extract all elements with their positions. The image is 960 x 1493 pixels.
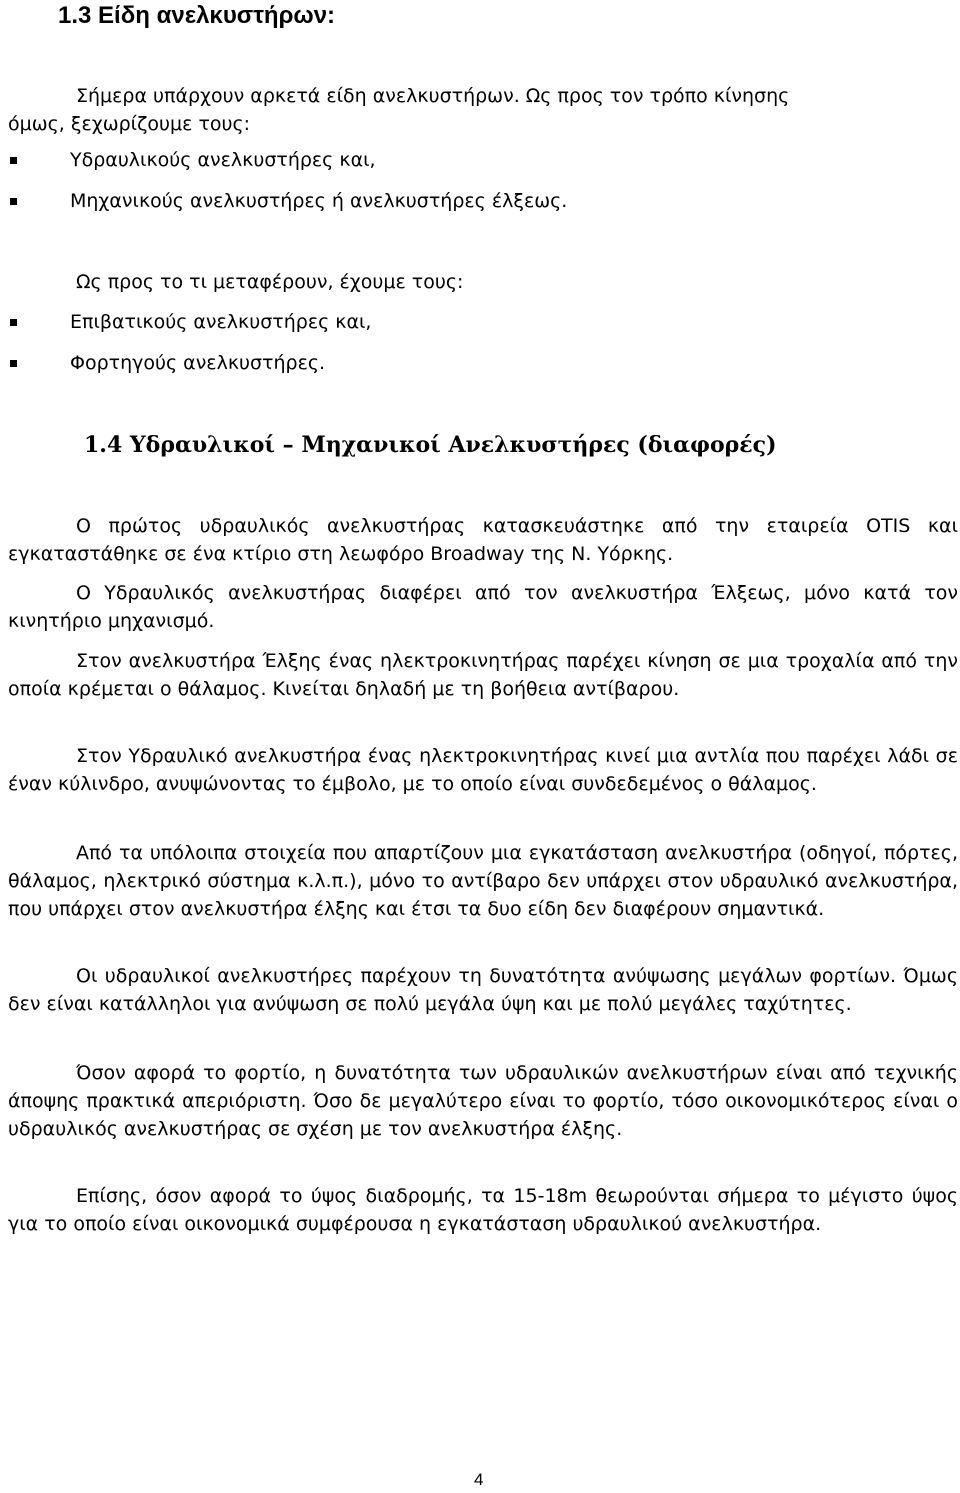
section-heading-1-3: 1.3 Είδη ανελκυστήρων:	[58, 2, 336, 29]
paragraph: Ο πρώτος υδραυλικός ανελκυστήρας κατασκευάστηκε από την εταιρεία OTIS και εγκαταστάθηκε σε ένα κτίριο στη λεωφόρο Broadway της Ν. Υόρκης.	[8, 515, 958, 565]
paragraph: Όσον αφορά το φορτίο, η δυνατότητα των υδραυλικών ανελκυστήρων είναι από τεχνικής άποψης πρακτικά απεριόριστη. Όσο δε μεγαλύτερο είναι το φορτίο, τόσο οικονομικότερος είναι ο υδραυλικός ανελκυστήρας σε σχέση με τον ανελκυστήρα έλξης.	[8, 1062, 958, 1140]
paragraph: Ο Υδραυλικός ανελκυστήρας διαφέρει από τον ανελκυστήρα Έλξεως, μόνο κατά τον κινητήριο μηχανισμό.	[8, 582, 958, 632]
square-bullet-icon	[10, 319, 17, 326]
paragraph: Από τα υπόλοιπα στοιχεία που απαρτίζουν μια εγκατάσταση ανελκυστήρα (οδηγοί, πόρτες, θάλαμος, ηλεκτρικό σύστημα κ.λ.π.), μόνο το αντίβαρο δεν υπάρχει στον υδραυλικό ανελκυστήρα, που υπάρχει στον ανελκυστήρα έλξης και έτσι τα δυο είδη δεν διαφέρουν σημαντικά.	[8, 842, 958, 920]
page-number: 4	[474, 1470, 484, 1489]
intro-line-1: Σήμερα υπάρχουν αρκετά είδη ανελκυστήρων. Ως προς τον τρόπο κίνησης	[76, 85, 790, 107]
paragraph: Στον ανελκυστήρα Έλξης ένας ηλεκτροκινητήρας παρέχει κίνηση σε μια τροχαλία από την οποία κρέμεται ο θάλαμος. Κινείται δηλαδή με τη βοήθεια αντίβαρου.	[8, 650, 958, 700]
square-bullet-icon	[10, 198, 17, 205]
square-bullet-icon	[10, 360, 17, 367]
paragraph: Οι υδραυλικοί ανελκυστήρες παρέχουν τη δυνατότητα ανύψωσης μεγάλων φορτίων. Όμως δεν είναι κατάλληλοι για ανύψωση σε πολύ μεγάλα ύψη και με πολύ μεγάλες ταχύτητες.	[8, 965, 958, 1015]
cargo-intro: Ως προς το τι μεταφέρουν, έχουμε τους:	[76, 271, 464, 293]
intro-line-2: όμως, ξεχωρίζουμε τους:	[8, 113, 251, 135]
paragraph: Επίσης, όσον αφορά το ύψος διαδρομής, τα 15-18m θεωρούνται σήμερα το μέγιστο ύψος για το οποίο είναι οικονομικά συμφέρουσα η εγκατάσταση υδραυλικού ανελκυστήρα.	[8, 1185, 958, 1235]
paragraph: Στον Υδραυλικό ανελκυστήρα ένας ηλεκτροκινητήρας κινεί μια αντλία που παρέχει λάδι σε έναν κύλινδρο, ανυψώνοντας το έμβολο, με το οποίο είναι συνδεδεμένος ο θάλαμος.	[8, 745, 958, 795]
section-heading-1-4: 1.4 Υδραυλικοί – Μηχανικοί Ανελκυστήρες (διαφορές)	[84, 432, 777, 458]
square-bullet-icon	[10, 157, 17, 164]
